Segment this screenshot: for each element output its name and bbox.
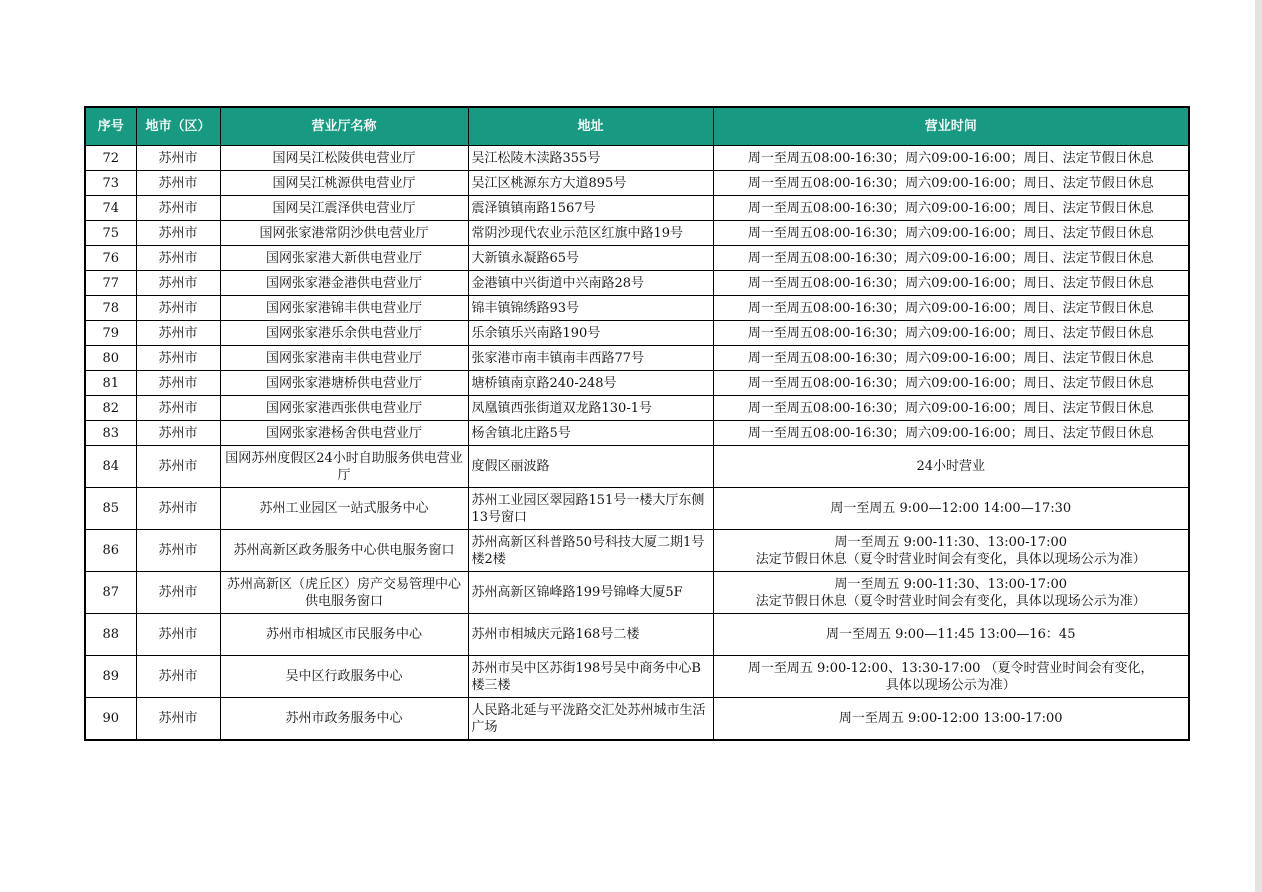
cell-city: 苏州市	[136, 271, 220, 296]
cell-hall-name: 国网张家港锦丰供电营业厅	[220, 296, 468, 321]
cell-no: 84	[85, 446, 136, 488]
cell-no: 85	[85, 488, 136, 530]
table-row	[85, 296, 1189, 321]
cell-city: 苏州市	[136, 296, 220, 321]
cell-hours: 周一至周五 9:00-11:30、13:00-17:00 法定节假日休息（夏令时营业时间会有变化，具体以现场公示为准）	[713, 530, 1189, 572]
table-row	[85, 446, 1189, 488]
cell-address: 苏州市相城庆元路168号二楼	[468, 614, 713, 656]
cell-city: 苏州市	[136, 146, 220, 171]
cell-hours: 周一至周五 9:00—12:00 14:00—17:30	[713, 488, 1189, 530]
cell-address: 苏州市吴中区苏街198号吴中商务中心B楼三楼	[468, 656, 713, 698]
cell-hours: 周一至周五08:00-16:30；周六09:00-16:00；周日、法定节假日休息	[713, 146, 1189, 171]
cell-hours: 周一至周五08:00-16:30；周六09:00-16:00；周日、法定节假日休息	[713, 171, 1189, 196]
cell-hours: 周一至周五08:00-16:30；周六09:00-16:00；周日、法定节假日休息	[713, 246, 1189, 271]
cell-no: 73	[85, 171, 136, 196]
cell-address: 凤凰镇西张街道双龙路130-1号	[468, 396, 713, 421]
cell-hours: 周一至周五08:00-16:30；周六09:00-16:00；周日、法定节假日休息	[713, 371, 1189, 396]
cell-city: 苏州市	[136, 446, 220, 488]
cell-city: 苏州市	[136, 421, 220, 446]
cell-hours: 周一至周五08:00-16:30；周六09:00-16:00；周日、法定节假日休息	[713, 346, 1189, 371]
table-row	[85, 346, 1189, 371]
cell-city: 苏州市	[136, 246, 220, 271]
table-row	[85, 421, 1189, 446]
cell-hall-name: 国网张家港杨舍供电营业厅	[220, 421, 468, 446]
table-row	[85, 146, 1189, 171]
cell-no: 77	[85, 271, 136, 296]
cell-address: 苏州工业园区翠园路151号一楼大厅东侧13号窗口	[468, 488, 713, 530]
table-row	[85, 396, 1189, 421]
table-row	[85, 656, 1189, 698]
cell-hall-name: 国网张家港塘桥供电营业厅	[220, 371, 468, 396]
cell-city: 苏州市	[136, 346, 220, 371]
cell-hall-name: 苏州市政务服务中心	[220, 698, 468, 741]
cell-hall-name: 国网张家港大新供电营业厅	[220, 246, 468, 271]
cell-no: 86	[85, 530, 136, 572]
cell-city: 苏州市	[136, 396, 220, 421]
cell-address: 吴江松陵木渎路355号	[468, 146, 713, 171]
cell-address: 大新镇永凝路65号	[468, 246, 713, 271]
cell-city: 苏州市	[136, 321, 220, 346]
cell-hours: 周一至周五 9:00—11:45 13:00—16：45	[713, 614, 1189, 656]
cell-hours: 周一至周五08:00-16:30；周六09:00-16:00；周日、法定节假日休息	[713, 221, 1189, 246]
cell-no: 78	[85, 296, 136, 321]
cell-address: 乐余镇乐兴南路190号	[468, 321, 713, 346]
cell-address: 塘桥镇南京路240-248号	[468, 371, 713, 396]
cell-hall-name: 苏州高新区（虎丘区）房产交易管理中心供电服务窗口	[220, 572, 468, 614]
page-edge	[1255, 0, 1262, 892]
cell-hours: 周一至周五08:00-16:30；周六09:00-16:00；周日、法定节假日休息	[713, 196, 1189, 221]
cell-no: 80	[85, 346, 136, 371]
cell-hall-name: 国网张家港南丰供电营业厅	[220, 346, 468, 371]
table-row	[85, 321, 1189, 346]
cell-hall-name: 国网张家港西张供电营业厅	[220, 396, 468, 421]
cell-hall-name: 苏州高新区政务服务中心供电服务窗口	[220, 530, 468, 572]
cell-city: 苏州市	[136, 371, 220, 396]
cell-address: 震泽镇镇南路1567号	[468, 196, 713, 221]
cell-hall-name: 国网吴江桃源供电营业厅	[220, 171, 468, 196]
cell-hall-name: 国网张家港乐余供电营业厅	[220, 321, 468, 346]
cell-address: 锦丰镇锦绣路93号	[468, 296, 713, 321]
cell-hall-name: 国网张家港常阴沙供电营业厅	[220, 221, 468, 246]
table-row	[85, 572, 1189, 614]
cell-city: 苏州市	[136, 488, 220, 530]
cell-address: 苏州高新区锦峰路199号锦峰大厦5F	[468, 572, 713, 614]
cell-hall-name: 国网吴江松陵供电营业厅	[220, 146, 468, 171]
cell-city: 苏州市	[136, 196, 220, 221]
cell-address: 度假区丽波路	[468, 446, 713, 488]
header-city: 地市（区）	[136, 107, 220, 146]
header-address: 地址	[468, 107, 713, 146]
cell-city: 苏州市	[136, 656, 220, 698]
table-row	[85, 171, 1189, 196]
cell-no: 82	[85, 396, 136, 421]
cell-hours: 周一至周五 9:00-11:30、13:00-17:00 法定节假日休息（夏令时营业时间会有变化，具体以现场公示为准）	[713, 572, 1189, 614]
cell-address: 常阴沙现代农业示范区红旗中路19号	[468, 221, 713, 246]
cell-hall-name: 苏州工业园区一站式服务中心	[220, 488, 468, 530]
cell-no: 83	[85, 421, 136, 446]
cell-hall-name: 苏州市相城区市民服务中心	[220, 614, 468, 656]
cell-hall-name: 国网苏州度假区24小时自助服务供电营业厅	[220, 446, 468, 488]
cell-no: 89	[85, 656, 136, 698]
cell-no: 79	[85, 321, 136, 346]
cell-no: 90	[85, 698, 136, 741]
cell-city: 苏州市	[136, 530, 220, 572]
cell-no: 75	[85, 221, 136, 246]
table-header-row	[85, 107, 1189, 146]
table-row	[85, 371, 1189, 396]
table-row	[85, 271, 1189, 296]
table-row	[85, 196, 1189, 221]
cell-no: 72	[85, 146, 136, 171]
table-row	[85, 614, 1189, 656]
cell-no: 74	[85, 196, 136, 221]
cell-hall-name: 国网吴江震泽供电营业厅	[220, 196, 468, 221]
cell-city: 苏州市	[136, 221, 220, 246]
cell-address: 杨舍镇北庄路5号	[468, 421, 713, 446]
cell-hours: 周一至周五08:00-16:30；周六09:00-16:00；周日、法定节假日休息	[713, 421, 1189, 446]
cell-hours: 周一至周五08:00-16:30；周六09:00-16:00；周日、法定节假日休息	[713, 396, 1189, 421]
cell-hall-name: 吴中区行政服务中心	[220, 656, 468, 698]
table-row	[85, 698, 1189, 741]
table-row	[85, 221, 1189, 246]
cell-hall-name: 国网张家港金港供电营业厅	[220, 271, 468, 296]
cell-address: 吴江区桃源东方大道895号	[468, 171, 713, 196]
cell-no: 76	[85, 246, 136, 271]
cell-hours: 周一至周五 9:00-12:00 13:00-17:00	[713, 698, 1189, 741]
header-hours: 营业时间	[713, 107, 1189, 146]
cell-address: 人民路北延与平泷路交汇处苏州城市生活广场	[468, 698, 713, 741]
cell-city: 苏州市	[136, 614, 220, 656]
service-hall-table	[84, 106, 1190, 741]
cell-hours: 周一至周五08:00-16:30；周六09:00-16:00；周日、法定节假日休息	[713, 321, 1189, 346]
cell-city: 苏州市	[136, 572, 220, 614]
cell-no: 87	[85, 572, 136, 614]
cell-hours: 24小时营业	[713, 446, 1189, 488]
table-row	[85, 530, 1189, 572]
cell-address: 苏州高新区科普路50号科技大厦二期1号楼2楼	[468, 530, 713, 572]
cell-hours: 周一至周五08:00-16:30；周六09:00-16:00；周日、法定节假日休息	[713, 271, 1189, 296]
cell-no: 81	[85, 371, 136, 396]
cell-city: 苏州市	[136, 698, 220, 741]
header-name: 营业厅名称	[220, 107, 468, 146]
cell-hours: 周一至周五 9:00-12:00、13:30-17:00 （夏令时营业时间会有变化， 具体以现场公示为准）	[713, 656, 1189, 698]
cell-no: 88	[85, 614, 136, 656]
cell-hours: 周一至周五08:00-16:30；周六09:00-16:00；周日、法定节假日休息	[713, 296, 1189, 321]
table-row	[85, 246, 1189, 271]
cell-address: 金港镇中兴街道中兴南路28号	[468, 271, 713, 296]
cell-address: 张家港市南丰镇南丰西路77号	[468, 346, 713, 371]
cell-city: 苏州市	[136, 171, 220, 196]
table-row	[85, 488, 1189, 530]
header-no: 序号	[85, 107, 136, 146]
